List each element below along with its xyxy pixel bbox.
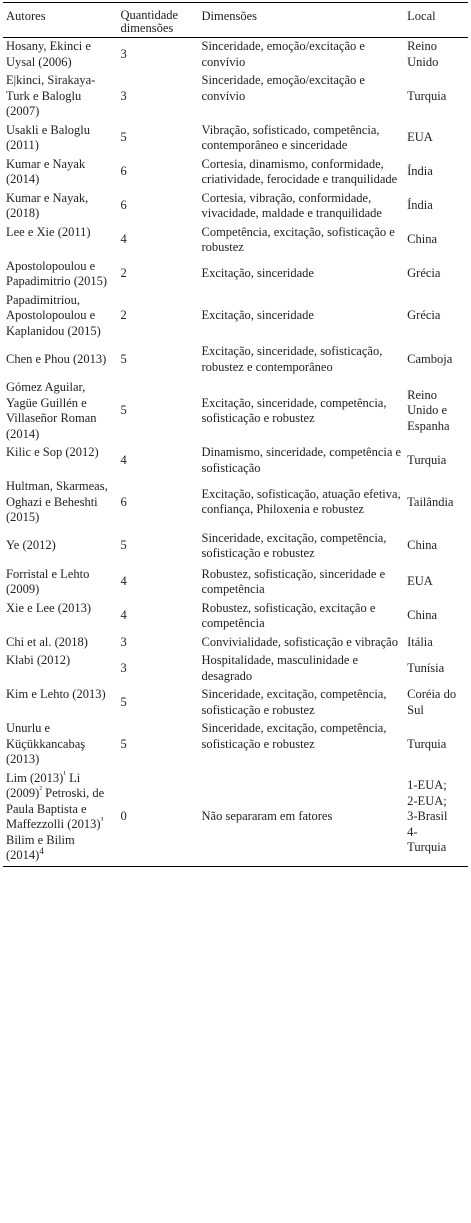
cell-quantidade: 3 — [120, 634, 127, 649]
table-row — [3, 38, 468, 73]
cell-dimensoes: Sinceridade, excitação, competência, sofisticação e robustez — [201, 721, 387, 751]
cell-quantidade: 6 — [120, 494, 127, 509]
cell-autores: Papadimitriou, Apostolopoulou e Kaplanidou (2015) — [6, 292, 101, 338]
author-text: Petroski, de Paula Baptista e Maffezzolli (2013) — [6, 786, 105, 831]
table-row — [3, 122, 468, 156]
cell-dimensoes: Vibração, sofisticado, competência, contemporâneo e sinceridade — [201, 122, 380, 152]
cell-local: Itália — [407, 634, 433, 649]
table-row — [3, 720, 468, 770]
cell-quantidade: 5 — [120, 538, 127, 553]
table-row — [3, 190, 468, 224]
cell-dimensoes: Dinamismo, sinceridade, competência e sofisticação — [201, 445, 402, 475]
cell-dimensoes: Robustez, sofisticação, sinceridade e competência — [201, 566, 386, 596]
cell-autores: Chen e Phou (2013) — [6, 351, 107, 366]
cell-dimensoes: Sinceridade, excitação, competência, sofisticação e robustez — [201, 530, 387, 560]
table-row — [3, 379, 468, 444]
cell-dimensoes: Cortesia, dinamismo, conformidade, criatividade, ferocidade e tranquilidade — [201, 156, 398, 186]
cell-dimensoes: Sinceridade, excitação, competência, sofisticação e robustez — [201, 687, 387, 717]
cell-dimensoes: Excitação, sofisticação, atuação efetiva, confiança, Philoxenia e robustez — [201, 486, 401, 517]
cell-local: Grécia — [407, 308, 441, 322]
cell-quantidade: 2 — [120, 308, 127, 322]
studies-table — [3, 2, 468, 867]
cell-local: China — [407, 538, 437, 553]
cell-quantidade: 3 — [120, 660, 127, 675]
cell-dimensoes: Competência, excitação, sofisticação e robustez — [201, 224, 395, 254]
table-row — [3, 652, 468, 686]
cell-local: China — [407, 608, 437, 623]
cell-quantidade: 3 — [120, 88, 127, 103]
local-line: 1-EUA; — [407, 778, 447, 793]
cell-quantidade: 5 — [120, 351, 127, 366]
cell-local: EUA — [407, 574, 433, 589]
cell-dimensoes: Não separaram em fatores — [201, 809, 333, 824]
cell-local: Turquia — [407, 452, 447, 467]
table-row — [3, 444, 468, 478]
cell-dimensoes: Excitação, sinceridade — [201, 308, 314, 322]
cell-dimensoes: Convivialidade, sofisticação e vibração — [201, 634, 398, 649]
table-row — [3, 600, 468, 634]
author-text: Bilim e Bilim (2014) — [6, 832, 75, 862]
cell-local: Tunísia — [407, 660, 445, 675]
cell-autores: Apostolopoulou e Papadimitrio (2015) — [6, 258, 108, 288]
cell-autores: E|kinci, Sirakaya-Turk e Baloglu (2007) — [6, 73, 96, 118]
cell-autores — [3, 770, 117, 867]
local-line: Turquia — [407, 840, 447, 855]
local-line: 3-Brasil — [407, 809, 448, 824]
cell-dimensoes: Excitação, sinceridade — [201, 266, 314, 281]
cell-autores: Klabi (2012) — [6, 653, 71, 667]
cell-autores: Kim e Lehto (2013) — [6, 687, 106, 701]
local-line: 4- — [407, 824, 418, 839]
table-row — [3, 634, 468, 653]
cell-dimensoes: Excitação, sinceridade, sofisticação, robustez e contemporâneo — [201, 344, 383, 374]
author-text: Li (2009) — [6, 770, 81, 800]
header-local: Local — [407, 9, 436, 23]
cell-local: Índia — [407, 198, 433, 213]
cell-dimensoes: Robustez, sofisticação, excitação e competência — [201, 600, 376, 630]
cell-quantidade: 5 — [120, 694, 127, 709]
cell-quantidade: 4 — [120, 232, 127, 247]
cell-quantidade: 2 — [120, 266, 127, 281]
cell-local: Turquia — [407, 736, 447, 751]
header-autores: Autores — [6, 9, 46, 23]
table-row — [3, 72, 468, 122]
cell-autores: Hosany, Ekinci e Uysal (2006) — [6, 39, 91, 69]
cell-autores: Kilic e Sop (2012) — [6, 445, 99, 459]
document — [3, 2, 468, 867]
cell-quantidade: 4 — [120, 574, 127, 589]
footnote-mark: ¹ — [63, 768, 66, 779]
table-row — [3, 292, 468, 342]
table-row — [3, 528, 468, 566]
cell-autores: Ye (2012) — [6, 538, 56, 553]
table-row — [3, 224, 468, 258]
table-row-last — [3, 770, 468, 867]
table-body — [3, 38, 468, 867]
cell-autores: Kumar e Nayak, (2018) — [6, 190, 89, 220]
header-dimensoes: Dimensões — [201, 9, 258, 23]
cell-quantidade: 5 — [120, 130, 127, 145]
cell-quantidade: 0 — [120, 809, 127, 824]
cell-autores: Lee e Xie (2011) — [6, 224, 91, 239]
cell-local — [404, 770, 468, 867]
cell-dimensoes: Excitação, sinceridade, competência, sofisticação e robustez — [201, 395, 387, 425]
cell-quantidade: 3 — [120, 46, 127, 61]
cell-local: Reino Unido — [407, 39, 439, 69]
table-row — [3, 566, 468, 600]
author-text: Lim (2013) — [6, 770, 64, 785]
cell-autores: Chi et al. (2018) — [6, 634, 88, 649]
cell-local: EUA — [407, 130, 433, 145]
cell-dimensoes: Hospitalidade, masculinidade e desagrado — [201, 653, 359, 683]
table-row — [3, 258, 468, 292]
cell-autores: Unurlu e Küçükkancabaş (2013) — [6, 721, 86, 766]
cell-local: Reino Unido e Espanha — [407, 387, 450, 433]
table-row — [3, 341, 468, 379]
cell-dimensoes: Sinceridade, emoção/excitação e convívio — [201, 73, 365, 103]
cell-local: Tailândia — [407, 494, 454, 509]
local-line: 2-EUA; — [407, 793, 447, 808]
cell-autores: Kumar e Nayak (2014) — [6, 156, 86, 186]
cell-autores: Xie e Lee (2013) — [6, 600, 92, 615]
header-quantidade: Quantidade dimensões — [120, 8, 179, 35]
cell-local: Turquia — [407, 88, 447, 103]
cell-dimensoes: Cortesia, vibração, conformidade, vivacidade, maldade e tranquilidade — [201, 190, 382, 220]
footnote-mark: 4 — [39, 845, 44, 856]
cell-local: Grécia — [407, 266, 441, 281]
cell-quantidade: 6 — [120, 164, 127, 179]
cell-quantidade: 5 — [120, 736, 127, 751]
footnote-mark: ³ — [100, 814, 104, 825]
cell-quantidade: 4 — [120, 608, 127, 623]
table-header-row — [3, 3, 468, 38]
cell-local: Índia — [407, 164, 433, 179]
cell-autores: Forristal e Lehto (2009) — [6, 566, 90, 596]
table-row — [3, 156, 468, 190]
cell-dimensoes: Sinceridade, emoção/excitação e convívio — [201, 39, 365, 69]
cell-autores: Hultman, Skarmeas, Oghazi e Beheshti (2015) — [6, 479, 108, 524]
cell-autores: Usakli e Baloglu (2011) — [6, 122, 91, 152]
table-row — [3, 478, 468, 528]
cell-quantidade: 4 — [120, 452, 127, 467]
cell-quantidade: 6 — [120, 198, 127, 213]
cell-quantidade: 5 — [120, 403, 127, 418]
cell-local: China — [407, 232, 437, 247]
cell-local: Camboja — [407, 351, 453, 366]
cell-autores: Gómez Aguilar, Yagüe Guillén e Villaseñor Roman (2014) — [6, 380, 97, 441]
table-row — [3, 686, 468, 720]
cell-local: Coréia do Sul — [407, 687, 457, 717]
footnote-mark: ² — [39, 783, 43, 794]
